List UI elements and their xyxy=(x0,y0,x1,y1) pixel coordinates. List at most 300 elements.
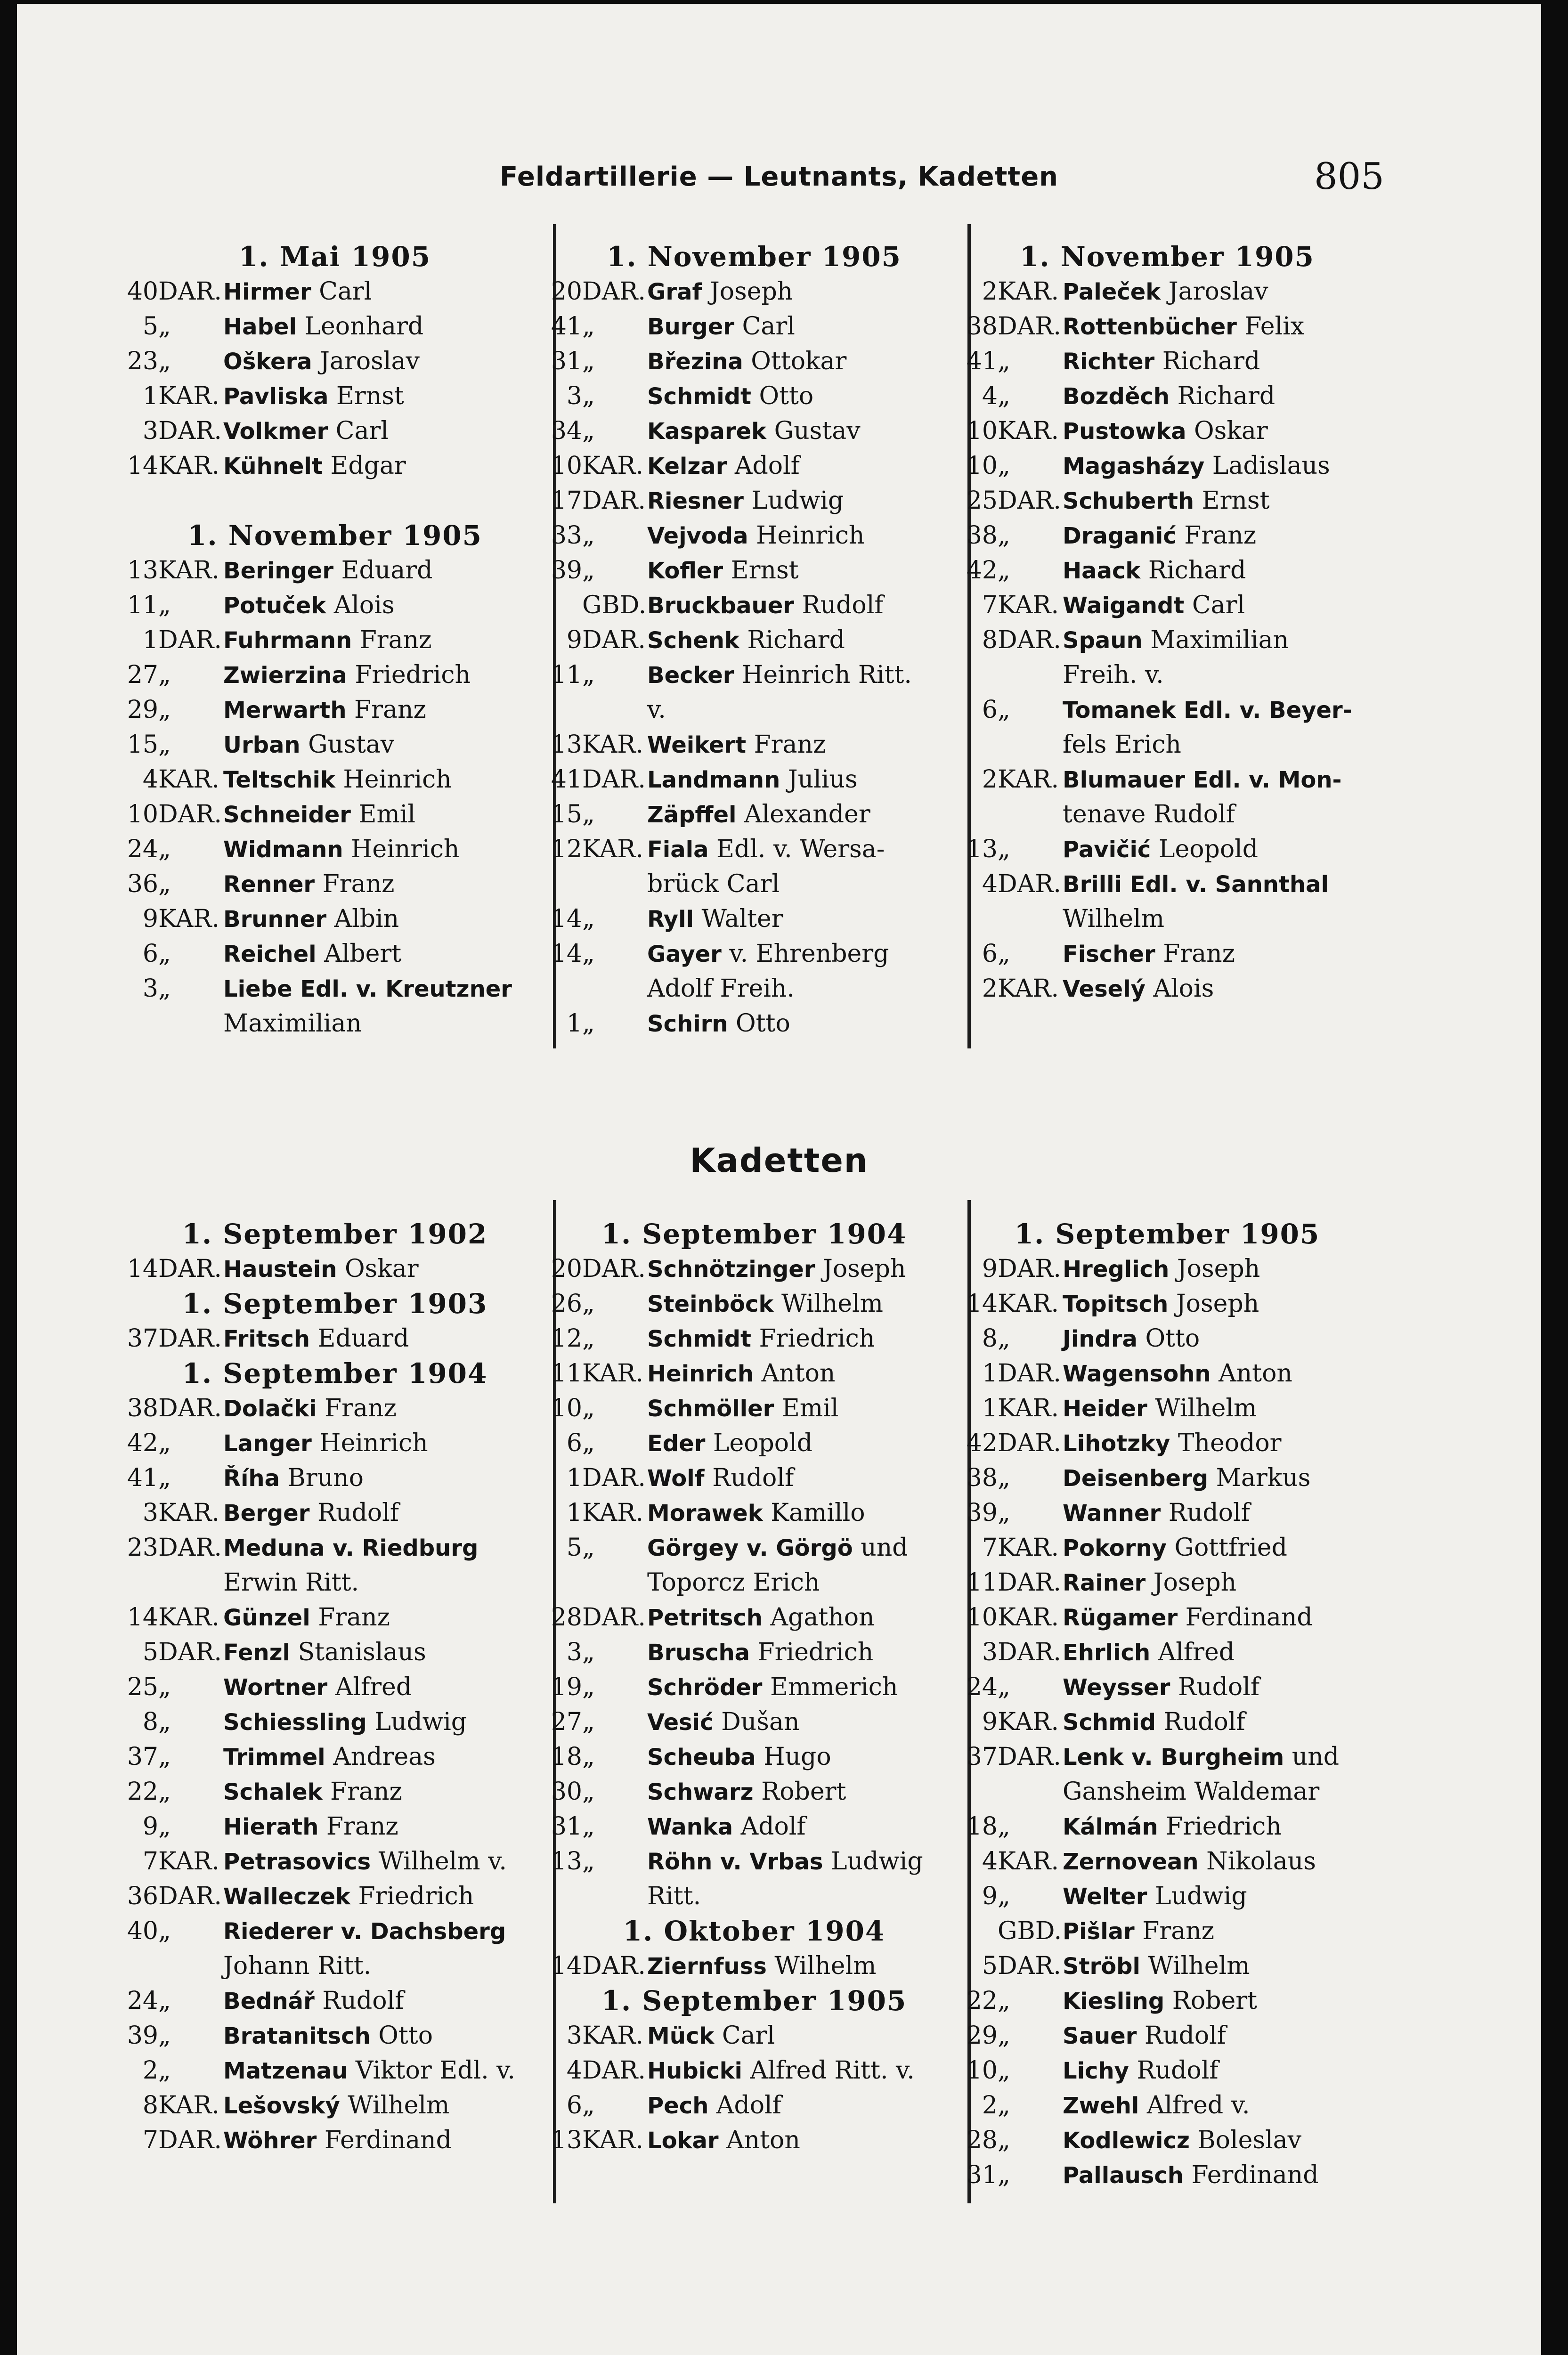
list-item xyxy=(116,1600,554,1635)
list-item xyxy=(955,936,1379,971)
surname: Bruckbauer xyxy=(647,593,794,619)
surname: Scheuba xyxy=(647,1744,756,1770)
given-name: Wilhelm xyxy=(348,2091,450,2120)
given-name: Theodor xyxy=(1178,1429,1282,1457)
section-heading: 1. September 1905 xyxy=(1014,1218,1320,1250)
given-name: Gottfried xyxy=(1174,1534,1287,1562)
surname: Pallausch xyxy=(1063,2162,1184,2189)
list-item xyxy=(955,623,1379,658)
given-name: Adolf xyxy=(734,452,800,480)
surname: Volkmer xyxy=(223,418,328,445)
given-name: Carl xyxy=(742,312,795,341)
surname: Gayer xyxy=(647,941,722,967)
continuation-text: Erwin Ritt. xyxy=(223,1568,359,1597)
given-name: Alexander xyxy=(744,800,870,828)
entry-number: 13 xyxy=(966,835,998,863)
list-item xyxy=(540,797,968,832)
surname: Merwarth xyxy=(223,697,347,723)
list-item xyxy=(116,1809,554,1844)
given-name: Richard xyxy=(747,626,845,654)
list-item xyxy=(955,344,1379,379)
entry-number: 38 xyxy=(966,312,998,341)
entry-number: 22 xyxy=(127,1778,158,1806)
given-name: Rudolf xyxy=(712,1464,794,1492)
entry-number: 2 xyxy=(982,277,998,306)
unit-abbreviation: DAR. xyxy=(998,1638,1061,1666)
given-name: Anton xyxy=(761,1359,836,1388)
unit-abbreviation: DAR. xyxy=(582,487,646,515)
surname: Topitsch xyxy=(1063,1291,1169,1317)
unit-abbreviation: „ xyxy=(158,974,171,1003)
list-item xyxy=(955,1879,1379,1914)
list-item xyxy=(955,1530,1379,1565)
unit-abbreviation: DAR. xyxy=(158,1255,222,1283)
entry-number: 8 xyxy=(982,626,998,654)
surname: Röhn v. Vrbas xyxy=(647,1849,823,1875)
surname: Brunner xyxy=(223,906,326,933)
given-name: Walter xyxy=(701,905,783,933)
unit-abbreviation: „ xyxy=(582,2091,595,2120)
entry-number: 26 xyxy=(551,1290,582,1318)
surname: Vesić xyxy=(647,1709,714,1736)
unit-abbreviation: DAR. xyxy=(158,1882,222,1910)
given-name: Albert xyxy=(324,940,402,968)
given-name: Julius xyxy=(788,765,858,794)
list-item-continuation xyxy=(540,692,968,727)
given-name: Andreas xyxy=(333,1743,436,1771)
unit-abbreviation: DAR. xyxy=(158,626,222,654)
given-name: Stanislaus xyxy=(298,1638,426,1666)
unit-abbreviation: „ xyxy=(158,835,171,863)
list-item xyxy=(116,936,554,971)
continuation-text: Freih. v. xyxy=(1063,661,1164,689)
entry-number: 22 xyxy=(966,1987,998,2015)
entry-number: 1 xyxy=(566,1499,582,1527)
given-name: Joseph xyxy=(709,277,793,306)
surname: Ströbl xyxy=(1063,1953,1140,1980)
entry-number: 28 xyxy=(551,1603,582,1632)
entry-number: 1 xyxy=(566,1009,582,1038)
unit-abbreviation: „ xyxy=(158,1708,171,1736)
unit-abbreviation: „ xyxy=(158,347,171,375)
unit-abbreviation: „ xyxy=(582,1324,595,1353)
surname: Schröder xyxy=(647,1674,763,1701)
unit-abbreviation: „ xyxy=(158,312,171,341)
unit-abbreviation: DAR. xyxy=(582,2056,646,2085)
entry-number: 14 xyxy=(127,452,158,480)
list-item xyxy=(116,1983,554,2018)
given-name: Friedrich xyxy=(757,1638,874,1666)
given-name: Wilhelm xyxy=(774,1952,877,1980)
unit-abbreviation: „ xyxy=(582,905,595,933)
given-name: Richard xyxy=(1162,347,1260,375)
surname: Günzel xyxy=(223,1605,310,1631)
leutnants-column-2 xyxy=(540,239,968,1041)
unit-abbreviation: DAR. xyxy=(998,1743,1061,1771)
surname: Steinböck xyxy=(647,1291,774,1317)
document-page xyxy=(17,4,1541,2355)
list-item xyxy=(540,1600,968,1635)
unit-abbreviation: KAR. xyxy=(582,2126,643,2154)
given-name: Boleslav xyxy=(1197,2126,1302,2154)
surname: Schmidt xyxy=(647,1326,751,1352)
list-item-continuation xyxy=(540,1565,968,1600)
surname: Oškera xyxy=(223,349,312,375)
list-item xyxy=(540,1774,968,1809)
unit-abbreviation: DAR. xyxy=(158,277,222,306)
surname: Schnötzinger xyxy=(647,1256,815,1283)
list-item xyxy=(540,1635,968,1670)
surname: Burger xyxy=(647,314,735,340)
surname: Matzenau xyxy=(223,2058,348,2084)
given-name: Anton xyxy=(726,2126,800,2154)
list-item xyxy=(540,762,968,797)
given-name: Alfred v. xyxy=(1146,2091,1250,2120)
given-name: Franz xyxy=(754,731,826,759)
given-name: Ottokar xyxy=(751,347,847,375)
unit-abbreviation: DAR. xyxy=(158,1394,222,1422)
surname: Wanka xyxy=(647,1814,733,1840)
list-item xyxy=(116,832,554,867)
surname: Wortner xyxy=(223,1674,328,1701)
list-item-continuation xyxy=(540,1879,968,1914)
entry-number: 24 xyxy=(127,835,158,863)
entry-number: 10 xyxy=(127,800,158,828)
list-item-continuation xyxy=(116,1949,554,1983)
surname: Urban xyxy=(223,732,301,758)
surname: Landmann xyxy=(647,767,780,793)
unit-abbreviation: „ xyxy=(582,1673,595,1701)
given-name: Emil xyxy=(358,800,416,828)
list-item xyxy=(955,1635,1379,1670)
list-item xyxy=(955,1251,1379,1286)
list-item xyxy=(540,2018,968,2053)
given-name: Franz xyxy=(318,1603,390,1632)
unit-abbreviation: KAR. xyxy=(998,591,1059,619)
unit-abbreviation: „ xyxy=(582,1009,595,1038)
unit-abbreviation: DAR. xyxy=(998,870,1061,898)
unit-abbreviation: „ xyxy=(998,2091,1010,2120)
list-item xyxy=(116,379,554,414)
entry-number: 2 xyxy=(982,2091,998,2120)
entry-number: 1 xyxy=(142,382,158,410)
entry-number: 18 xyxy=(551,1743,582,1771)
list-item xyxy=(116,1739,554,1774)
entry-number: 3 xyxy=(566,1638,582,1666)
unit-abbreviation: KAR. xyxy=(582,1499,643,1527)
list-item xyxy=(116,1705,554,1739)
entry-number: 27 xyxy=(127,661,158,689)
list-item xyxy=(540,274,968,309)
entry-number: 39 xyxy=(966,1499,998,1527)
surname: Lešovský xyxy=(223,2093,340,2119)
surname: Habel xyxy=(223,314,297,340)
unit-abbreviation: „ xyxy=(582,382,595,410)
list-item xyxy=(116,762,554,797)
list-item xyxy=(116,797,554,832)
surname: Liebe Edl. v. Kreutzner xyxy=(223,976,512,1002)
unit-abbreviation: KAR. xyxy=(998,277,1059,306)
section-heading: 1. September 1904 xyxy=(601,1218,907,1250)
entry-number: 23 xyxy=(127,1534,158,1562)
unit-abbreviation: „ xyxy=(998,1987,1010,2015)
given-name: Otto xyxy=(759,382,814,410)
list-item xyxy=(540,2123,968,2158)
given-name: Rudolf xyxy=(1137,2056,1219,2085)
entry-number: 11 xyxy=(551,1359,582,1388)
unit-abbreviation: „ xyxy=(158,2056,171,2085)
surname: Ryll xyxy=(647,906,694,933)
given-name: Joseph xyxy=(1153,1568,1237,1597)
unit-abbreviation: DAR. xyxy=(998,1255,1061,1283)
given-name: Edl. v. Wersa- xyxy=(716,835,885,863)
entry-number: 25 xyxy=(127,1673,158,1701)
unit-abbreviation: „ xyxy=(158,940,171,968)
surname: Lokar xyxy=(647,2128,719,2154)
list-item xyxy=(116,1426,554,1461)
given-name: Wilhelm xyxy=(1148,1952,1250,1980)
entry-number: 10 xyxy=(966,1603,998,1632)
entry-number: 9 xyxy=(142,1812,158,1841)
list-item xyxy=(955,1600,1379,1635)
unit-abbreviation: DAR. xyxy=(998,1952,1061,1980)
list-item xyxy=(116,274,554,309)
unit-abbreviation: „ xyxy=(582,1708,595,1736)
entry-number: 1 xyxy=(142,626,158,654)
entry-number: 23 xyxy=(127,347,158,375)
surname: Teltschik xyxy=(223,767,335,793)
list-item xyxy=(955,553,1379,588)
list-item xyxy=(116,1844,554,1879)
list-item xyxy=(955,379,1379,414)
entry-number: 10 xyxy=(551,452,582,480)
list-item xyxy=(955,762,1379,797)
section-heading: 1. September 1902 xyxy=(182,1218,488,1250)
surname: Rainer xyxy=(1063,1570,1146,1596)
unit-abbreviation: „ xyxy=(158,1812,171,1841)
given-name: Ernst xyxy=(731,556,799,585)
given-name: Heinrich Ritt. xyxy=(741,661,912,689)
list-item xyxy=(955,2053,1379,2088)
entry-number: 31 xyxy=(966,2161,998,2189)
unit-abbreviation: „ xyxy=(582,417,595,445)
continuation-text: Gansheim Waldemar xyxy=(1063,1778,1320,1806)
given-name: Gustav xyxy=(308,731,395,759)
unit-abbreviation: „ xyxy=(998,1499,1010,1527)
surname: Reichel xyxy=(223,941,317,967)
given-name: Franz xyxy=(1184,521,1257,550)
unit-abbreviation: DAR. xyxy=(158,1638,222,1666)
list-item xyxy=(116,344,554,379)
surname: Fischer xyxy=(1063,941,1155,967)
given-name: Heinrich xyxy=(756,521,865,550)
continuation-text: v. xyxy=(647,696,666,724)
unit-abbreviation: „ xyxy=(998,347,1010,375)
continuation-text: brück Carl xyxy=(647,870,780,898)
given-name: Ernst xyxy=(336,382,404,410)
given-name: Wilhelm xyxy=(1155,1394,1257,1422)
list-item xyxy=(116,692,554,727)
list-item xyxy=(116,867,554,901)
list-item xyxy=(116,727,554,762)
entry-number: 3 xyxy=(566,2022,582,2050)
unit-abbreviation: „ xyxy=(582,521,595,550)
entry-number: 13 xyxy=(551,731,582,759)
unit-abbreviation: DAR. xyxy=(158,1534,222,1562)
unit-abbreviation: „ xyxy=(998,452,1010,480)
entry-number: 12 xyxy=(551,835,582,863)
given-name: Alois xyxy=(333,591,395,619)
unit-abbreviation: „ xyxy=(582,1778,595,1806)
given-name: Franz xyxy=(325,1394,397,1422)
given-name: Friedrich xyxy=(358,1882,474,1910)
list-item xyxy=(540,344,968,379)
given-name: Bruno xyxy=(287,1464,364,1492)
unit-abbreviation: KAR. xyxy=(158,556,219,585)
entry-number: 9 xyxy=(982,1255,998,1283)
entry-number: 37 xyxy=(127,1743,158,1771)
given-name: Maximilian xyxy=(1150,626,1289,654)
list-item xyxy=(540,901,968,936)
continuation-text: Johann Ritt. xyxy=(223,1952,372,1980)
unit-abbreviation: GBD. xyxy=(582,591,647,619)
given-name: Friedrich xyxy=(1166,1812,1282,1841)
list-item xyxy=(955,2088,1379,2123)
surname: Pokorny xyxy=(1063,1535,1167,1561)
entry-number: 2 xyxy=(982,974,998,1003)
list-item xyxy=(540,1426,968,1461)
section-heading: 1. November 1905 xyxy=(187,520,483,552)
list-item xyxy=(955,518,1379,553)
surname: Walleczek xyxy=(223,1884,350,1910)
entry-number: 9 xyxy=(982,1708,998,1736)
unit-abbreviation: KAR. xyxy=(998,1847,1059,1876)
list-item xyxy=(955,1286,1379,1321)
unit-abbreviation: „ xyxy=(582,312,595,341)
unit-abbreviation: KAR. xyxy=(998,765,1059,794)
unit-abbreviation: „ xyxy=(998,382,1010,410)
given-name: Ferdinand xyxy=(324,2126,452,2154)
list-item xyxy=(540,1391,968,1426)
unit-abbreviation: „ xyxy=(998,1673,1010,1701)
list-item xyxy=(116,2018,554,2053)
list-item xyxy=(116,1391,554,1426)
surname: Bruscha xyxy=(647,1640,750,1666)
given-name: Otto xyxy=(736,1009,790,1038)
entry-number: 2 xyxy=(142,2056,158,2085)
given-name: Carl xyxy=(335,417,389,445)
list-item xyxy=(116,658,554,692)
unit-abbreviation: „ xyxy=(998,2161,1010,2189)
section-heading: 1. September 1905 xyxy=(601,1985,907,2017)
surname: Bednář xyxy=(223,1988,315,2014)
surname: Pech xyxy=(647,2093,709,2119)
unit-abbreviation: KAR. xyxy=(158,452,219,480)
entry-number: 39 xyxy=(127,2022,158,2050)
entry-number: 9 xyxy=(566,626,582,654)
list-item xyxy=(540,1461,968,1495)
surname: Kiesling xyxy=(1063,1988,1165,2014)
given-name: Rudolf xyxy=(322,1987,404,2015)
list-item xyxy=(955,2123,1379,2158)
list-item xyxy=(955,1391,1379,1426)
list-item xyxy=(116,553,554,588)
entry-number: 38 xyxy=(966,1464,998,1492)
surname: Hierath xyxy=(223,1814,319,1840)
entry-number: 5 xyxy=(566,1534,582,1562)
list-item-continuation xyxy=(540,867,968,901)
list-item xyxy=(540,1705,968,1739)
entry-number: 41 xyxy=(127,1464,158,1492)
surname: Riederer v. Dachsberg xyxy=(223,1918,506,1945)
unit-abbreviation: „ xyxy=(582,556,595,585)
entry-number: 37 xyxy=(127,1324,158,1353)
list-item xyxy=(955,2158,1379,2193)
surname: Lenk v. Burgheim xyxy=(1063,1744,1284,1770)
unit-abbreviation: KAR. xyxy=(582,452,643,480)
page-header xyxy=(17,162,1541,192)
entry-number: 3 xyxy=(982,1638,998,1666)
entry-number: 25 xyxy=(966,487,998,515)
surname: Weysser xyxy=(1063,1674,1170,1701)
surname: Zäpffel xyxy=(647,802,737,828)
entry-number: 36 xyxy=(127,870,158,898)
unit-abbreviation: KAR. xyxy=(158,905,219,933)
entry-number: 30 xyxy=(551,1778,582,1806)
surname: Hirmer xyxy=(223,279,311,305)
given-name: Albin xyxy=(334,905,399,933)
list-item xyxy=(955,1426,1379,1461)
list-item xyxy=(540,1949,968,1983)
leutnants-column-3 xyxy=(955,239,1379,1006)
list-item-continuation xyxy=(116,1565,554,1600)
surname: Hreglich xyxy=(1063,1256,1170,1283)
given-name: Alfred xyxy=(1158,1638,1235,1666)
entry-number: 4 xyxy=(142,765,158,794)
unit-abbreviation: „ xyxy=(998,696,1010,724)
entry-number: 2 xyxy=(982,765,998,794)
entry-number: 41 xyxy=(551,312,582,341)
unit-abbreviation: „ xyxy=(158,1429,171,1457)
entry-number: 40 xyxy=(127,1917,158,1945)
given-name: Franz xyxy=(322,870,395,898)
entry-number: 29 xyxy=(127,696,158,724)
given-name: Wilhelm xyxy=(781,1290,883,1318)
surname: Potuček xyxy=(223,593,326,619)
given-name: Alois xyxy=(1153,974,1214,1003)
list-item xyxy=(540,1495,968,1530)
surname: Bozděch xyxy=(1063,383,1170,410)
given-name: Rudolf xyxy=(317,1499,399,1527)
list-item xyxy=(540,623,968,658)
entry-number: 12 xyxy=(551,1324,582,1353)
surname: Wanner xyxy=(1063,1500,1161,1527)
given-name: Emmerich xyxy=(770,1673,898,1701)
unit-abbreviation: „ xyxy=(582,1812,595,1841)
entry-number: 11 xyxy=(551,661,582,689)
list-item xyxy=(540,658,968,692)
list-item xyxy=(540,1670,968,1705)
surname: Schenk xyxy=(647,627,739,654)
surname: Schalek xyxy=(223,1779,323,1805)
surname: Schmöller xyxy=(647,1396,774,1422)
unit-abbreviation: „ xyxy=(998,1464,1010,1492)
unit-abbreviation: „ xyxy=(582,347,595,375)
unit-abbreviation: „ xyxy=(158,591,171,619)
surname: Kasparek xyxy=(647,418,767,445)
continuation-text: Maximilian xyxy=(223,1009,362,1038)
given-name: Dušan xyxy=(721,1708,800,1736)
